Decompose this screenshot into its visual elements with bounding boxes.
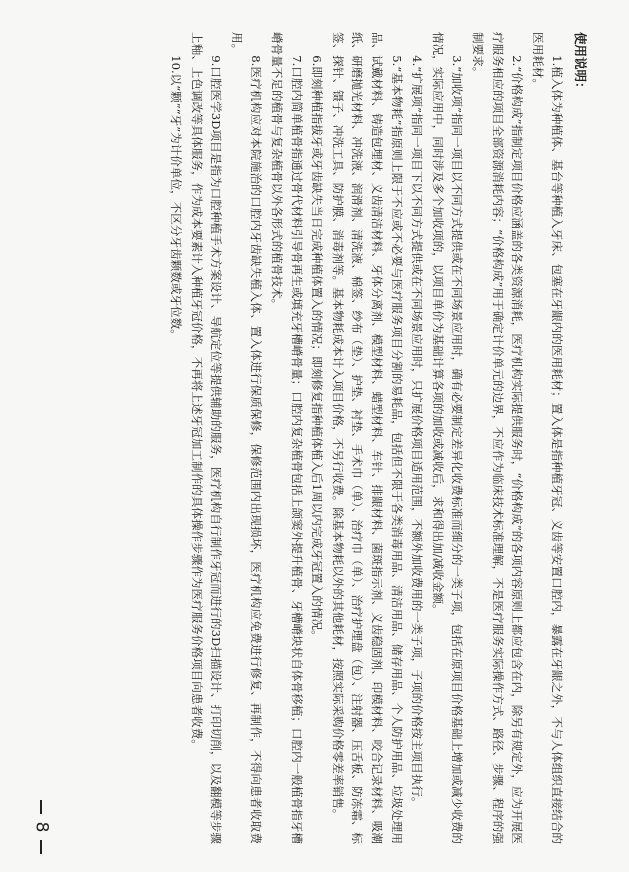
section-heading: 使用说明： [573,32,588,95]
paragraph-3: 3.“加收项”指同一项目以不同方式提供或在不同场景应用时，确有必要制定差异化收费标准而细分的一类子项，包括在原项目价格基础上增加或减少收费的情况，实际应用中，同时涉及多个加收项的，以项目单价为基础计算各项的加收或减收后，求和得出加/减收金额。 [430,32,465,844]
paragraph-7: 7.口腔内简单植骨指通过骨代材料引导骨再生或填充牙槽嵴骨量；口腔内复杂植骨包括上颌窦外提升植骨、牙槽嵴块状自体骨移植；口腔内一般植骨指牙槽嵴骨量不足的植骨与复杂植骨以外各形式的植骨技术。 [270,32,304,844]
paragraph-2: 2.“价格构成”指制定项目价格应涵盖的各类资源消耗，医疗机构实际提供服务时，“价格构成”的各项内容原则上都应包含在内，除另有规定外，应为开展医疗服务相应的项目全部资源消耗内容；“价格构成”用于确定计价单元的边界，不应作为临床技术标准理解，不是医疗服务实际操作方式、路径、步骤、程序的强制要求。 [471,32,525,844]
paragraph-9: 9.口腔医学3D项目是指为口腔种植手术方案设计、导航定位等提供辅助的服务，医疗机构自行制作牙冠而进行的3D扫描设计、打印切削，以及翻模等步骤上釉、上色调改等具体服务，作为成本要素计入种植牙冠价格，不再将上述牙冠加工制作的具体操作步骤作为医疗服务价格项目向患者收费。 [189,32,224,844]
page-number [32,800,50,854]
paragraph-6: 6.即刻种植指拔牙或牙齿缺失当日完成种植体置入的情况；即刻修复指种植体植入后1周以内完成牙冠置入的情况。 [310,55,325,642]
paragraph-1: 1.植入体为种植体、基台等种植入牙床、包塞在牙龈内的医用耗材；置入体是指种植牙冠、义齿等安置口腔内，暴露在牙龈之外，不与人体组织直接结合的医用耗材。 [530,32,565,844]
paragraph-5: 5.“基本物耗”指原则上限于不应或不必要与医疗服务项目分割的易耗品，包括但不限于各类消毒用品、清洁用品、储存用品、个人防护用品、垃圾处理用品、试戴材料、铸造包埋材、义齿清洁材料、牙体分离剂、模型材料、蜡型材料、车针、排龈材料、菌斑指示剂、义齿稳固剂、印模材料、咬合记录材料、吸潮纸、研磨抛光材料、冲洗液、润滑剂、清洗液、棉签、纱布（垫）、护垫、衬垫、手术巾（单）、治疗巾（单）、治疗护理盘（包）、注射器、压舌板、防冻霜、标签、探针、镊子、冲洗工具、防护膜、消毒剂等。基本物耗成本计入项目价格，不另行收费。除基本物耗以外的其他耗材，按照实际采购价格零差率销售。 [330,32,404,844]
usage-instructions [30,32,590,844]
page-number-dash-bottom [40,840,42,854]
page-number-dash-top [40,800,42,814]
paragraph-4: 4.“扩展项”指同一项目下以不同方式提供或在不同场景应用时，只扩展价格项目适用范围，不额外加收费用的一类子项，子项的价格按主项目执行。 [410,55,425,809]
paragraph-10: 10.以“颗”“牙”为计价单位，不区分牙齿颗数或牙位数。 [169,55,184,341]
page-number-value: 8 [30,821,51,833]
paragraph-8: 8.医疗机构应对本院施治的口腔内牙齿缺失植入体、置入体进行保质保修，保修范围内出现损坏，医疗机构应免费进行修复、再制作，不得向患者收取费用。 [229,32,264,844]
